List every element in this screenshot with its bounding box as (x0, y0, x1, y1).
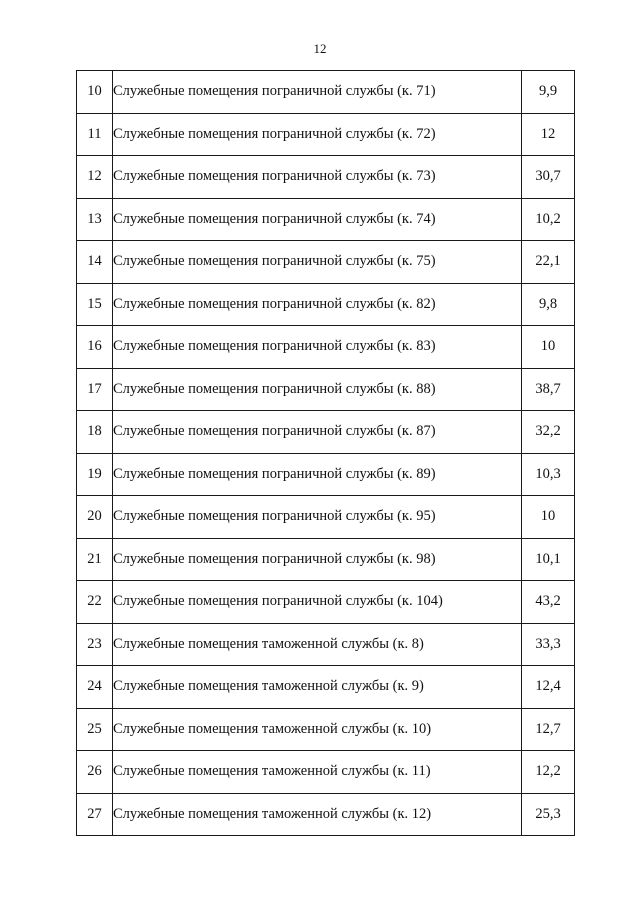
table-row (77, 453, 575, 496)
row-number-cell: 18 (77, 411, 113, 454)
row-number-cell: 14 (77, 241, 113, 284)
row-number-cell: 17 (77, 368, 113, 411)
premises-table (76, 70, 575, 836)
room-name-cell: Служебные помещения пограничной службы (к. 82) (113, 283, 522, 326)
table-row (77, 71, 575, 114)
room-area-cell: 10,1 (522, 538, 575, 581)
row-number-cell: 20 (77, 496, 113, 539)
table-row (77, 198, 575, 241)
row-number-cell: 22 (77, 581, 113, 624)
premises-table-body (77, 71, 575, 836)
table-row (77, 708, 575, 751)
room-area-cell: 9,9 (522, 71, 575, 114)
room-name-cell: Служебные помещения пограничной службы (к. 72) (113, 113, 522, 156)
room-name-cell: Служебные помещения пограничной службы (к. 87) (113, 411, 522, 454)
room-area-cell: 22,1 (522, 241, 575, 284)
room-area-cell: 10 (522, 496, 575, 539)
row-number-cell: 19 (77, 453, 113, 496)
room-area-cell: 10 (522, 326, 575, 369)
room-name-cell: Служебные помещения пограничной службы (к. 88) (113, 368, 522, 411)
table-row (77, 326, 575, 369)
room-area-cell: 43,2 (522, 581, 575, 624)
table-row (77, 156, 575, 199)
room-name-cell: Служебные помещения таможенной службы (к. 10) (113, 708, 522, 751)
room-name-cell: Служебные помещения пограничной службы (к. 98) (113, 538, 522, 581)
room-area-cell: 12,7 (522, 708, 575, 751)
room-area-cell: 25,3 (522, 793, 575, 836)
room-area-cell: 32,2 (522, 411, 575, 454)
table-row (77, 241, 575, 284)
page-number: 12 (313, 41, 327, 56)
table-row (77, 368, 575, 411)
table-row (77, 793, 575, 836)
room-area-cell: 10,3 (522, 453, 575, 496)
row-number-cell: 13 (77, 198, 113, 241)
row-number-cell: 11 (77, 113, 113, 156)
table-row (77, 113, 575, 156)
row-number-cell: 15 (77, 283, 113, 326)
row-number-cell: 10 (77, 71, 113, 114)
room-area-cell: 12,4 (522, 666, 575, 709)
table-row (77, 581, 575, 624)
row-number-cell: 23 (77, 623, 113, 666)
room-area-cell: 10,2 (522, 198, 575, 241)
room-name-cell: Служебные помещения таможенной службы (к. 8) (113, 623, 522, 666)
table-row (77, 751, 575, 794)
row-number-cell: 21 (77, 538, 113, 581)
room-area-cell: 9,8 (522, 283, 575, 326)
row-number-cell: 12 (77, 156, 113, 199)
room-area-cell: 12 (522, 113, 575, 156)
row-number-cell: 27 (77, 793, 113, 836)
table-row (77, 666, 575, 709)
room-area-cell: 12,2 (522, 751, 575, 794)
room-name-cell: Служебные помещения пограничной службы (к. 74) (113, 198, 522, 241)
row-number-cell: 26 (77, 751, 113, 794)
room-name-cell: Служебные помещения пограничной службы (к. 71) (113, 71, 522, 114)
room-name-cell: Служебные помещения пограничной службы (к. 75) (113, 241, 522, 284)
table-row (77, 496, 575, 539)
row-number-cell: 25 (77, 708, 113, 751)
table-row (77, 411, 575, 454)
table-row (77, 623, 575, 666)
room-area-cell: 38,7 (522, 368, 575, 411)
room-name-cell: Служебные помещения пограничной службы (к. 89) (113, 453, 522, 496)
room-name-cell: Служебные помещения таможенной службы (к. 9) (113, 666, 522, 709)
room-name-cell: Служебные помещения таможенной службы (к. 12) (113, 793, 522, 836)
table-row (77, 283, 575, 326)
room-name-cell: Служебные помещения пограничной службы (к. 95) (113, 496, 522, 539)
room-name-cell: Служебные помещения пограничной службы (к. 104) (113, 581, 522, 624)
room-name-cell: Служебные помещения пограничной службы (к. 83) (113, 326, 522, 369)
room-area-cell: 33,3 (522, 623, 575, 666)
room-name-cell: Служебные помещения таможенной службы (к. 11) (113, 751, 522, 794)
room-area-cell: 30,7 (522, 156, 575, 199)
row-number-cell: 16 (77, 326, 113, 369)
table-row (77, 538, 575, 581)
room-name-cell: Служебные помещения пограничной службы (к. 73) (113, 156, 522, 199)
row-number-cell: 24 (77, 666, 113, 709)
